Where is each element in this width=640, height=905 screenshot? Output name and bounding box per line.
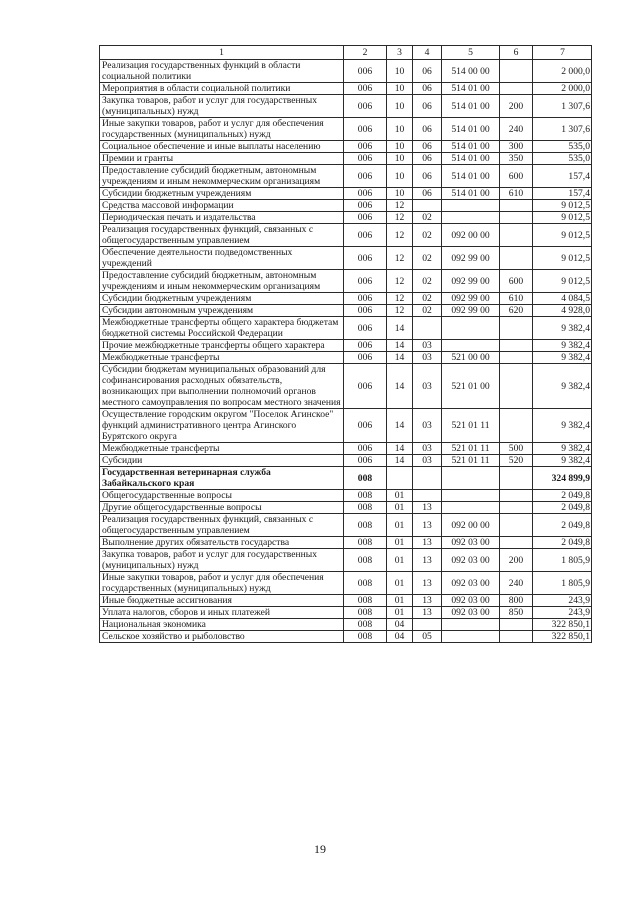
row-name-cell: Реализация государственных функций в области социальной политики [100,60,344,83]
table-row [100,153,592,165]
target-article-cell: 521 01 11 [442,455,500,467]
table-row [100,467,592,490]
table-row [100,95,592,118]
admin-code-cell: 006 [344,83,387,95]
header-cell: 2 [344,46,387,60]
section-cell: 10 [387,188,413,200]
target-article-cell [442,490,500,502]
header-cell: 5 [442,46,500,60]
amount-cell: 322 850,1 [533,631,592,643]
subsection-cell: 02 [413,224,442,247]
section-cell: 01 [387,502,413,514]
section-cell: 04 [387,619,413,631]
row-name-cell: Субсидии бюджетным учреждениям [100,293,344,305]
section-cell [387,467,413,490]
section-cell: 14 [387,340,413,352]
expense-type-cell [500,409,533,443]
amount-cell: 9 012,5 [533,212,592,224]
subsection-cell: 13 [413,595,442,607]
target-article-cell [442,317,500,340]
target-article-cell: 092 99 00 [442,305,500,317]
table-row [100,270,592,293]
amount-cell: 9 012,5 [533,224,592,247]
admin-code-cell: 008 [344,619,387,631]
target-article-cell: 092 00 00 [442,514,500,537]
amount-cell: 1 805,9 [533,549,592,572]
section-cell: 14 [387,409,413,443]
expense-type-cell: 200 [500,95,533,118]
expense-type-cell [500,224,533,247]
row-name-cell: Прочие межбюджетные трансферты общего характера [100,340,344,352]
amount-cell: 4 928,0 [533,305,592,317]
amount-cell: 9 382,4 [533,409,592,443]
amount-cell: 535,0 [533,153,592,165]
target-article-cell [442,631,500,643]
admin-code-cell: 006 [344,95,387,118]
table-row [100,141,592,153]
subsection-cell: 03 [413,364,442,409]
section-cell: 01 [387,490,413,502]
admin-code-cell: 008 [344,631,387,643]
row-name-cell: Обеспечение деятельности подведомственных учреждений [100,247,344,270]
section-cell: 10 [387,165,413,188]
table-row [100,60,592,83]
section-cell: 14 [387,455,413,467]
expense-type-cell [500,537,533,549]
target-article-cell: 514 01 00 [442,83,500,95]
section-cell: 12 [387,270,413,293]
target-article-cell: 521 01 11 [442,409,500,443]
row-name-cell: Иные закупки товаров, работ и услуг для обеспечения государственных (муниципальных) нужд [100,572,344,595]
expense-type-cell [500,619,533,631]
section-cell: 01 [387,549,413,572]
expense-type-cell: 620 [500,305,533,317]
subsection-cell: 02 [413,305,442,317]
row-name-cell: Закупка товаров, работ и услуг для государственных (муниципальных) нужд [100,549,344,572]
subsection-cell: 05 [413,631,442,643]
target-article-cell: 514 01 00 [442,118,500,141]
amount-cell: 2 049,8 [533,502,592,514]
table-row [100,340,592,352]
amount-cell: 9 382,4 [533,443,592,455]
amount-cell: 4 084,5 [533,293,592,305]
section-cell: 14 [387,317,413,340]
expense-type-cell [500,490,533,502]
expense-type-cell: 850 [500,607,533,619]
table-row [100,305,592,317]
table-row [100,619,592,631]
amount-cell: 157,4 [533,165,592,188]
amount-cell: 2 049,8 [533,490,592,502]
table-row [100,317,592,340]
admin-code-cell: 008 [344,595,387,607]
amount-cell: 1 307,6 [533,118,592,141]
section-cell: 14 [387,352,413,364]
target-article-cell [442,340,500,352]
row-name-cell: Иные закупки товаров, работ и услуг для обеспечения государственных (муниципальных) нужд [100,118,344,141]
target-article-cell: 092 03 00 [442,595,500,607]
admin-code-cell: 006 [344,188,387,200]
table-row [100,502,592,514]
row-name-cell: Предоставление субсидий бюджетным, автономным учреждениям и иным некоммерческим организациям [100,165,344,188]
table-row [100,293,592,305]
row-name-cell: Осуществление городским округом "Поселок Агинское" функций административного центра Агинского Бурятского округа [100,409,344,443]
subsection-cell: 13 [413,537,442,549]
row-name-cell: Периодическая печать и издательства [100,212,344,224]
target-article-cell: 521 01 11 [442,443,500,455]
section-cell: 01 [387,607,413,619]
admin-code-cell: 006 [344,224,387,247]
admin-code-cell: 008 [344,607,387,619]
table-row [100,364,592,409]
table-row [100,200,592,212]
table-row [100,631,592,643]
expense-type-cell [500,212,533,224]
amount-cell: 9 382,4 [533,455,592,467]
row-name-cell: Межбюджетные трансферты [100,352,344,364]
amount-cell: 2 049,8 [533,514,592,537]
target-article-cell: 521 00 00 [442,352,500,364]
section-cell: 12 [387,200,413,212]
target-article-cell: 092 03 00 [442,549,500,572]
target-article-cell: 514 01 00 [442,165,500,188]
target-article-cell [442,212,500,224]
admin-code-cell: 006 [344,340,387,352]
row-name-cell: Субсидии [100,455,344,467]
subsection-cell: 06 [413,165,442,188]
admin-code-cell: 006 [344,200,387,212]
amount-cell: 2 000,0 [533,83,592,95]
expense-type-cell [500,340,533,352]
subsection-cell: 03 [413,455,442,467]
subsection-cell: 06 [413,188,442,200]
admin-code-cell: 008 [344,467,387,490]
row-name-cell: Социальное обеспечение и иные выплаты населению [100,141,344,153]
target-article-cell: 092 03 00 [442,607,500,619]
expense-type-cell: 240 [500,118,533,141]
subsection-cell [413,200,442,212]
table-row [100,537,592,549]
expense-type-cell [500,60,533,83]
admin-code-cell: 006 [344,352,387,364]
table-row [100,490,592,502]
row-name-cell: Другие общегосударственные вопросы [100,502,344,514]
expense-type-cell [500,502,533,514]
subsection-cell: 06 [413,153,442,165]
section-cell: 10 [387,118,413,141]
expense-type-cell: 240 [500,572,533,595]
admin-code-cell: 006 [344,165,387,188]
expense-type-cell [500,317,533,340]
amount-cell: 9 382,4 [533,340,592,352]
expense-type-cell: 200 [500,549,533,572]
table-row [100,247,592,270]
amount-cell: 9 382,4 [533,317,592,340]
section-cell: 10 [387,153,413,165]
admin-code-cell: 006 [344,212,387,224]
amount-cell: 1 805,9 [533,572,592,595]
subsection-cell: 06 [413,141,442,153]
admin-code-cell: 006 [344,141,387,153]
subsection-cell: 02 [413,247,442,270]
amount-cell: 2 049,8 [533,537,592,549]
expense-type-cell: 300 [500,141,533,153]
subsection-cell: 06 [413,118,442,141]
amount-cell: 2 000,0 [533,60,592,83]
table-row [100,607,592,619]
target-article-cell [442,619,500,631]
admin-code-cell: 006 [344,293,387,305]
table-row [100,352,592,364]
admin-code-cell: 006 [344,364,387,409]
expense-type-cell: 600 [500,165,533,188]
section-cell: 12 [387,224,413,247]
amount-cell: 157,4 [533,188,592,200]
row-name-cell: Премии и гранты [100,153,344,165]
row-name-cell: Субсидии автономным учреждениям [100,305,344,317]
target-article-cell: 092 99 00 [442,247,500,270]
admin-code-cell: 008 [344,490,387,502]
expense-type-cell [500,514,533,537]
subsection-cell: 13 [413,572,442,595]
admin-code-cell: 006 [344,153,387,165]
header-cell: 6 [500,46,533,60]
row-name-cell: Мероприятия в области социальной политики [100,83,344,95]
row-name-cell: Субсидии бюджетным учреждениям [100,188,344,200]
target-article-cell: 514 01 00 [442,188,500,200]
row-name-cell: Средства массовой информации [100,200,344,212]
admin-code-cell: 006 [344,455,387,467]
table-row [100,549,592,572]
target-article-cell: 092 03 00 [442,572,500,595]
amount-cell: 243,9 [533,595,592,607]
subsection-cell: 13 [413,502,442,514]
expense-type-cell: 500 [500,443,533,455]
admin-code-cell: 006 [344,317,387,340]
subsection-cell: 03 [413,443,442,455]
section-cell: 10 [387,60,413,83]
expense-type-cell: 350 [500,153,533,165]
table-row [100,455,592,467]
amount-cell: 535,0 [533,141,592,153]
row-name-cell: Межбюджетные трансферты общего характера бюджетам бюджетной системы Российской Федерации [100,317,344,340]
row-name-cell: Общегосударственные вопросы [100,490,344,502]
admin-code-cell: 006 [344,60,387,83]
section-cell: 01 [387,572,413,595]
expense-type-cell [500,467,533,490]
table-row [100,165,592,188]
expense-type-cell [500,364,533,409]
row-name-cell: Государственная ветеринарная служба Забайкальского края [100,467,344,490]
section-cell: 04 [387,631,413,643]
row-name-cell: Закупка товаров, работ и услуг для государственных (муниципальных) нужд [100,95,344,118]
target-article-cell: 092 00 00 [442,224,500,247]
expense-type-cell: 600 [500,270,533,293]
header-cell: 7 [533,46,592,60]
section-cell: 01 [387,595,413,607]
subsection-cell: 06 [413,95,442,118]
table-row [100,572,592,595]
table-row [100,514,592,537]
row-name-cell: Реализация государственных функций, связанных с общегосударственным управлением [100,514,344,537]
target-article-cell: 514 01 00 [442,153,500,165]
section-cell: 12 [387,293,413,305]
amount-cell: 322 850,1 [533,619,592,631]
row-name-cell: Субсидии бюджетам муниципальных образований для софинансирования расходных обязательств, возникающих при выполнении полномочий органов местного самоуправления по вопросам местного значения [100,364,344,409]
expense-type-cell: 610 [500,293,533,305]
subsection-cell [413,467,442,490]
expense-type-cell [500,247,533,270]
amount-cell: 9 012,5 [533,247,592,270]
section-cell: 01 [387,514,413,537]
admin-code-cell: 006 [344,247,387,270]
section-cell: 10 [387,95,413,118]
subsection-cell: 02 [413,270,442,293]
page-number: 19 [314,842,326,856]
amount-cell: 1 307,6 [533,95,592,118]
amount-cell: 9 012,5 [533,200,592,212]
section-cell: 12 [387,305,413,317]
table-row [100,83,592,95]
row-name-cell: Сельское хозяйство и рыболовство [100,631,344,643]
admin-code-cell: 006 [344,305,387,317]
amount-cell: 9 382,4 [533,352,592,364]
subsection-cell: 03 [413,340,442,352]
expense-type-cell: 800 [500,595,533,607]
target-article-cell: 514 00 00 [442,60,500,83]
amount-cell: 243,9 [533,607,592,619]
subsection-cell: 13 [413,549,442,572]
section-cell: 01 [387,537,413,549]
target-article-cell [442,502,500,514]
subsection-cell: 02 [413,293,442,305]
section-cell: 10 [387,83,413,95]
expense-type-cell: 610 [500,188,533,200]
subsection-cell [413,317,442,340]
section-cell: 12 [387,212,413,224]
subsection-cell: 06 [413,83,442,95]
header-cell: 3 [387,46,413,60]
table-row [100,118,592,141]
table-row [100,443,592,455]
admin-code-cell: 006 [344,270,387,293]
section-cell: 12 [387,247,413,270]
target-article-cell: 514 01 00 [442,141,500,153]
expense-type-cell [500,83,533,95]
table-row [100,212,592,224]
amount-cell: 9 012,5 [533,270,592,293]
table-row [100,224,592,247]
amount-cell: 324 899,9 [533,467,592,490]
row-name-cell: Национальная экономика [100,619,344,631]
subsection-cell: 03 [413,409,442,443]
expense-type-cell: 520 [500,455,533,467]
table-header-row [100,46,592,60]
row-name-cell: Выполнение других обязательств государства [100,537,344,549]
row-name-cell: Иные бюджетные ассигнования [100,595,344,607]
subsection-cell: 13 [413,514,442,537]
section-cell: 14 [387,364,413,409]
admin-code-cell: 008 [344,514,387,537]
subsection-cell [413,619,442,631]
expense-type-cell [500,631,533,643]
row-name-cell: Реализация государственных функций, связанных с общегосударственным управлением [100,224,344,247]
target-article-cell [442,467,500,490]
target-article-cell: 092 99 00 [442,270,500,293]
admin-code-cell: 008 [344,502,387,514]
target-article-cell [442,200,500,212]
table-row [100,188,592,200]
header-cell: 1 [100,46,344,60]
header-cell: 4 [413,46,442,60]
subsection-cell [413,490,442,502]
subsection-cell: 13 [413,607,442,619]
row-name-cell: Предоставление субсидий бюджетным, автономным учреждениям и иным некоммерческим организациям [100,270,344,293]
target-article-cell: 514 01 00 [442,95,500,118]
admin-code-cell: 008 [344,572,387,595]
admin-code-cell: 006 [344,118,387,141]
budget-table [99,45,592,643]
table-row [100,595,592,607]
row-name-cell: Уплата налогов, сборов и иных платежей [100,607,344,619]
target-article-cell: 092 99 00 [442,293,500,305]
table-row [100,409,592,443]
admin-code-cell: 006 [344,443,387,455]
admin-code-cell: 008 [344,549,387,572]
target-article-cell: 521 01 00 [442,364,500,409]
section-cell: 10 [387,141,413,153]
subsection-cell: 02 [413,212,442,224]
admin-code-cell: 006 [344,409,387,443]
amount-cell: 9 382,4 [533,364,592,409]
expense-type-cell [500,200,533,212]
section-cell: 14 [387,443,413,455]
target-article-cell: 092 03 00 [442,537,500,549]
expense-type-cell [500,352,533,364]
admin-code-cell: 008 [344,537,387,549]
row-name-cell: Межбюджетные трансферты [100,443,344,455]
subsection-cell: 03 [413,352,442,364]
subsection-cell: 06 [413,60,442,83]
